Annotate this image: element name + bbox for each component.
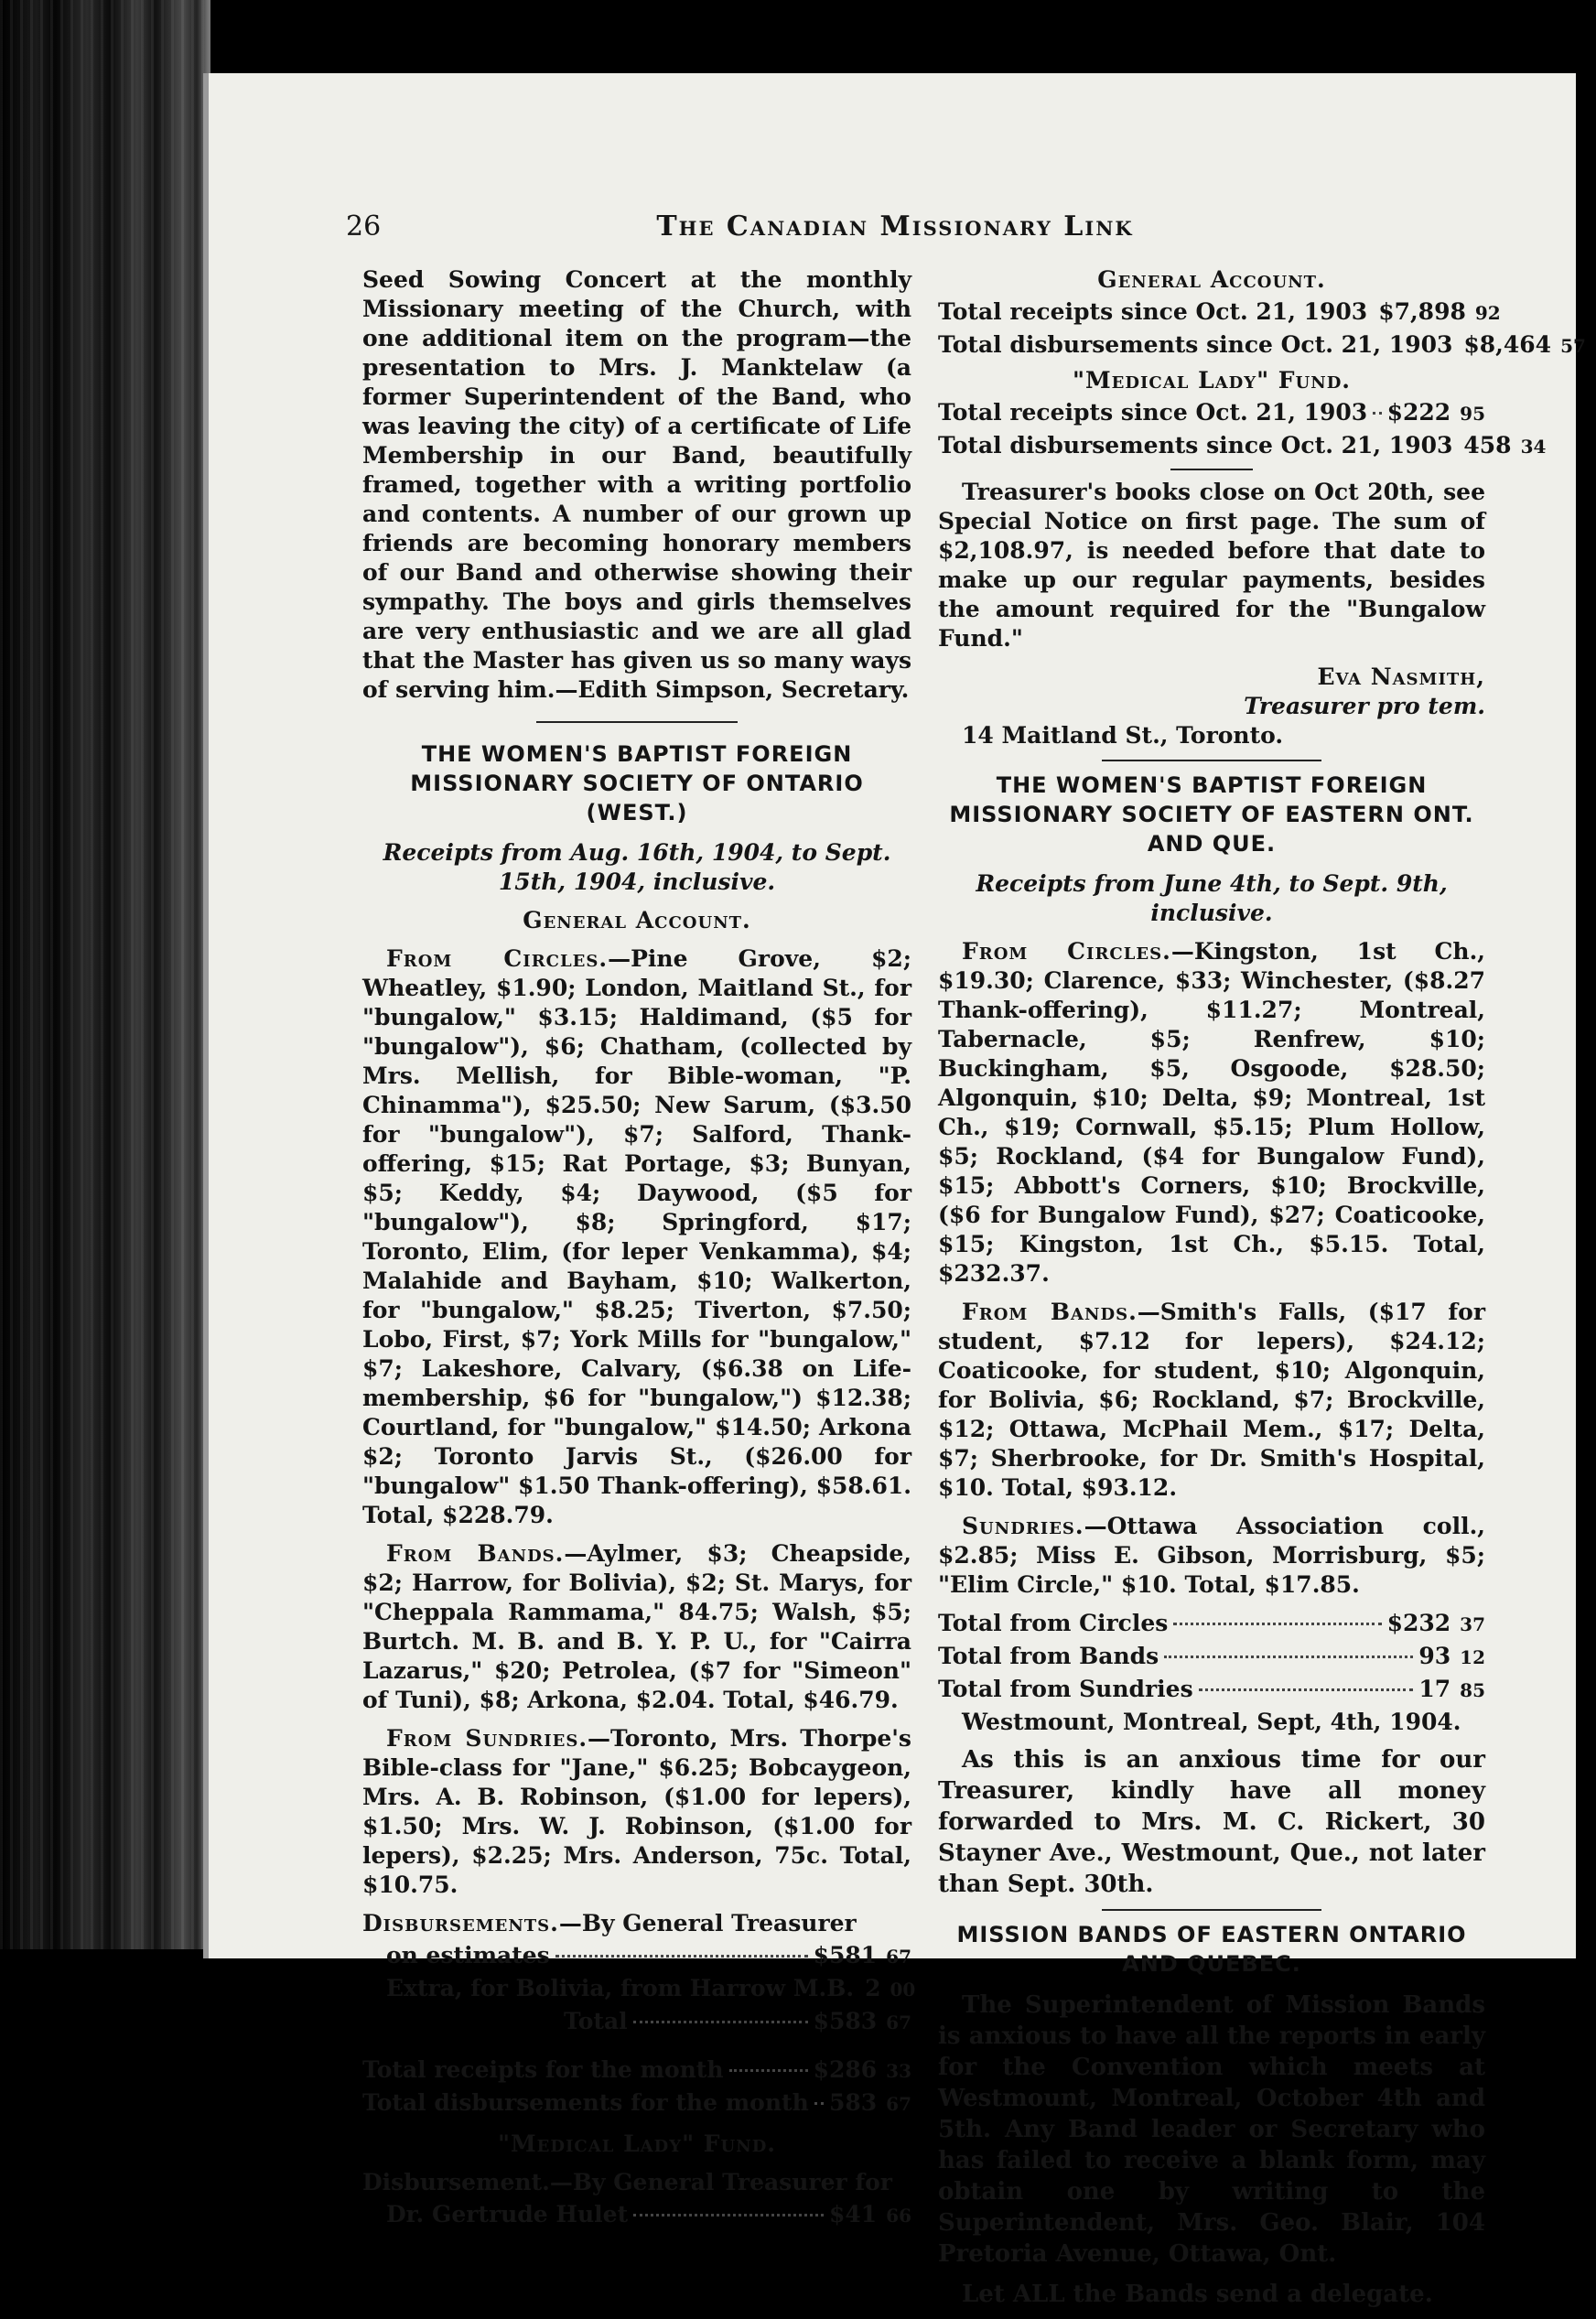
- disbursements-text: —By General Treasurer: [558, 1910, 857, 1936]
- ledger-row: Total disbursements for the month 583 67: [362, 2089, 911, 2116]
- right-column: [938, 265, 1586, 2319]
- divider: [536, 721, 738, 723]
- ledger-row: Total disbursements since Oct. 21, 1903 458 34: [938, 432, 1547, 458]
- circles-lead: From Circles.: [962, 938, 1171, 965]
- ledger-row: Extra, for Bolivia, from Harrow M.B. 2 00: [386, 1975, 916, 2001]
- general-account-heading: General Account.: [1097, 266, 1326, 293]
- intro-paragraph: Seed Sowing Concert at the monthly Missionary meeting of the Church, with one additional item on the program—the presentation to Mrs. J. Manktelaw (a former Superintendent of the Band, who was leaving the city) of a certificate of Life Membership in our Band, beautifully framed, together with a writing portfolio and contents. A number of our grown up friends are becoming honorary members of our Band and otherwise showing their sympathy. The boys and girls themselves are very enthusiastic and we are all glad that the Master has given us so many ways of serving him.—Edith Simpson, Secretary.: [362, 266, 912, 703]
- ledger-row: Total receipts for the month $286 33: [362, 2056, 911, 2083]
- sundries-text: —Ottawa Association coll., $2.85; Miss E. Gibson, Morrisburg, $5; "Elim Circle," $10. Total, $17.85.: [938, 1513, 1485, 1598]
- journal-title: The Canadian Missionary Link: [656, 210, 1134, 243]
- circles-paragraph: [362, 944, 911, 1530]
- bands-paragraph: [938, 1298, 1485, 1503]
- anxious-notice: As this is an anxious time for our Treasurer, kindly have all money forwarded to Mrs. M. C. Rickert, 30 Stayner Ave., Westmount, Que., not later than Sept. 30th.: [938, 1746, 1485, 1898]
- disbursements-paragraph: [362, 1909, 911, 1938]
- circles-text: —Kingston, 1st Ch., $19.30; Clarence, $33; Winchester, ($8.27 Thank-offering), $11.27; Montreal, Tabernacle, $5; Renfrew, $10; Buckingham, $5, Osgoode, $28.50; Algonquin, $10; Delta, $9; Montreal, 1st Ch., $19; Cornwall, $5.15; Plum Hollow, $5; Rockland, ($4 for Bungalow Fund), $15; Abbott's Corners, $10; Brockville, ($6 for Bungalow Fund), $27; Coaticooke, $15; Kingston, 1st Ch., $5.15. Total, $232.37.: [938, 938, 1485, 1287]
- book-page: [203, 73, 1586, 2308]
- closing-line: Let ALL the Bands send a delegate.: [962, 2281, 1433, 2308]
- left-column: [362, 265, 916, 2233]
- bands-text: —Aylmer, $3; Cheapside, $2; Harrow, for Bolivia), $2; St. Marys, for "Cheppala Rammama," 84.75; Walsh, $5; Burtch. M. B. and B. Y. P. U., for "Cairra Lazarus," $20; Petrolea, ($7 for "Simeon" of Tuni), $8; Arkona, $2.04. Total, $46.79.: [362, 1540, 911, 1713]
- sundries-lead: From Sundries.: [386, 1725, 588, 1752]
- circles-text: —Pine Grove, $2; Wheatley, $1.90; London, Maitland St., for "bungalow," $3.15; Haldimand, ($5 for "bungalow"), $6; Chatham, (collected by Mrs. Mellish, for Bible-woman, "P. Chinamma"), $25.50; New Sarum, ($3.50 for "bungalow"), $7; Salford, Thank-offering, $15; Rat Portage, $3; Bunyan, $5; Keddy, $4; Daywood, ($5 for "bungalow"), $8; Springford, $17; Toronto, Elim, (for leper Venkamma), $4; Malahide and Bayham, $10; Walkerton, for "bungalow," $8.25; Tiverton, $7.50; Lobo, First, $7; York Mills for "bungalow," $7; Lakeshore, Calvary, ($6.38 on Life-membership, $6 for "bungalow,") $12.38; Courtland, for "bungalow," $14.50; Arkona $2; Toronto Jarvis St., ($26.00 for "bungalow" $1.50 Thank-offering), $58.61. Total, $228.79.: [362, 945, 912, 1528]
- ledger-row: Total receipts since Oct. 21, 1903 $222 95: [938, 399, 1485, 426]
- bands-lead: From Bands.: [962, 1299, 1138, 1325]
- sundries-text: —Toronto, Mrs. Thorpe's Bible-class for "Jane," $6.25; Bobcaygeon, Mrs. A. B. Robinson, ($1.00 for lepers), $1.50; Mrs. W. J. Robinson, ($1.00 for lepers), $2.25; Mrs. Anderson, 75c. Total, $10.75.: [362, 1725, 911, 1898]
- ledger-row: Total $583 67: [564, 2008, 911, 2034]
- treasurer-address: 14 Maitland St., Toronto.: [962, 722, 1284, 749]
- medical-fund-heading: "Medical Lady" Fund.: [497, 2130, 777, 2157]
- society-title-west: THE WOMEN'S BAPTIST FOREIGN MISSIONARY SOCIETY OF ONTARIO (WEST.): [410, 741, 864, 825]
- sundries-lead: Sundries.: [962, 1513, 1084, 1539]
- ledger-row: Total receipts since Oct. 21, 1903 $7,898 92: [938, 298, 1501, 325]
- sundries-paragraph: [362, 1724, 911, 1900]
- superintendent-notice: The Superintendent of Mission Bands is anxious to have all the reports in early for the Convention which meets at Westmount, Montreal, October 4th and 5th. Any Band leader or Secretary who has failed to receive a blank form, may obtain one by writing to the Superintendent, Mrs. Geo. Blair, 104 Pretoria Avenue, Ottawa, Ont.: [938, 1991, 1485, 2268]
- ledger-row: Total from Bands 93 12: [938, 1643, 1485, 1669]
- bands-paragraph: [362, 1539, 911, 1715]
- mission-bands-title: MISSION BANDS OF EASTERN ONTARIO AND QUEBEC.: [956, 1922, 1467, 1977]
- receipts-range: Receipts from Aug. 16th, 1904, to Sept. 15th, 1904, inclusive.: [383, 839, 891, 895]
- westmount-dateline: Westmount, Montreal, Sept, 4th, 1904.: [962, 1709, 1461, 1735]
- bands-lead: From Bands.: [386, 1540, 565, 1567]
- signature-name: Eva Nasmith,: [1317, 663, 1485, 690]
- circles-paragraph: [938, 937, 1485, 1289]
- sundries-paragraph: [938, 1512, 1485, 1600]
- medical-disbursement-text: Disbursement.—By General Treasurer for: [362, 2169, 892, 2195]
- disbursements-lead: Disbursements.: [362, 1910, 559, 1936]
- ledger-row: Total from Sundries 17 85: [938, 1676, 1485, 1702]
- ledger-row: Total disbursements since Oct. 21, 1903 $8,464 57: [938, 331, 1586, 358]
- bands-text: —Smith's Falls, ($17 for student, $7.12 for lepers), $24.12; Coaticooke, for student, $10; Algonquin, for Bolivia, $6; Rockland, $7; Brockville, $12; Ottawa, McPhail Mem., $17; Delta, $7; Sherbrooke, for Dr. Smith's Hospital, $10. Total, $93.12.: [938, 1299, 1485, 1501]
- book-binding: [0, 0, 210, 2079]
- general-account-heading: General Account.: [523, 907, 751, 933]
- divider: [1102, 1909, 1321, 1911]
- medical-fund-heading: "Medical Lady" Fund.: [1072, 367, 1352, 394]
- page-header: [209, 210, 1581, 265]
- treasurer-note: Treasurer's books close on Oct 20th, see Special Notice on first page. The sum of $2,108.97, is needed before that date to make up our regular payments, besides the amount required for the "Bungalow Fund.": [938, 479, 1485, 652]
- divider: [1102, 760, 1321, 761]
- society-title-east: THE WOMEN'S BAPTIST FOREIGN MISSIONARY SOCIETY OF EASTERN ONT. AND QUE.: [949, 772, 1474, 857]
- receipts-range: Receipts from June 4th, to Sept. 9th, inclusive.: [976, 870, 1448, 926]
- page-number: 26: [346, 210, 382, 243]
- divider: [1170, 469, 1253, 470]
- ledger-row: Total from Circles $232 37: [938, 1610, 1485, 1636]
- ledger-row: on estimates $581 67: [386, 1942, 911, 1968]
- circles-lead: From Circles.: [386, 945, 609, 972]
- signature-title: Treasurer pro tem.: [1244, 693, 1485, 719]
- ledger-row: Dr. Gertrude Hulet $41 66: [386, 2201, 911, 2227]
